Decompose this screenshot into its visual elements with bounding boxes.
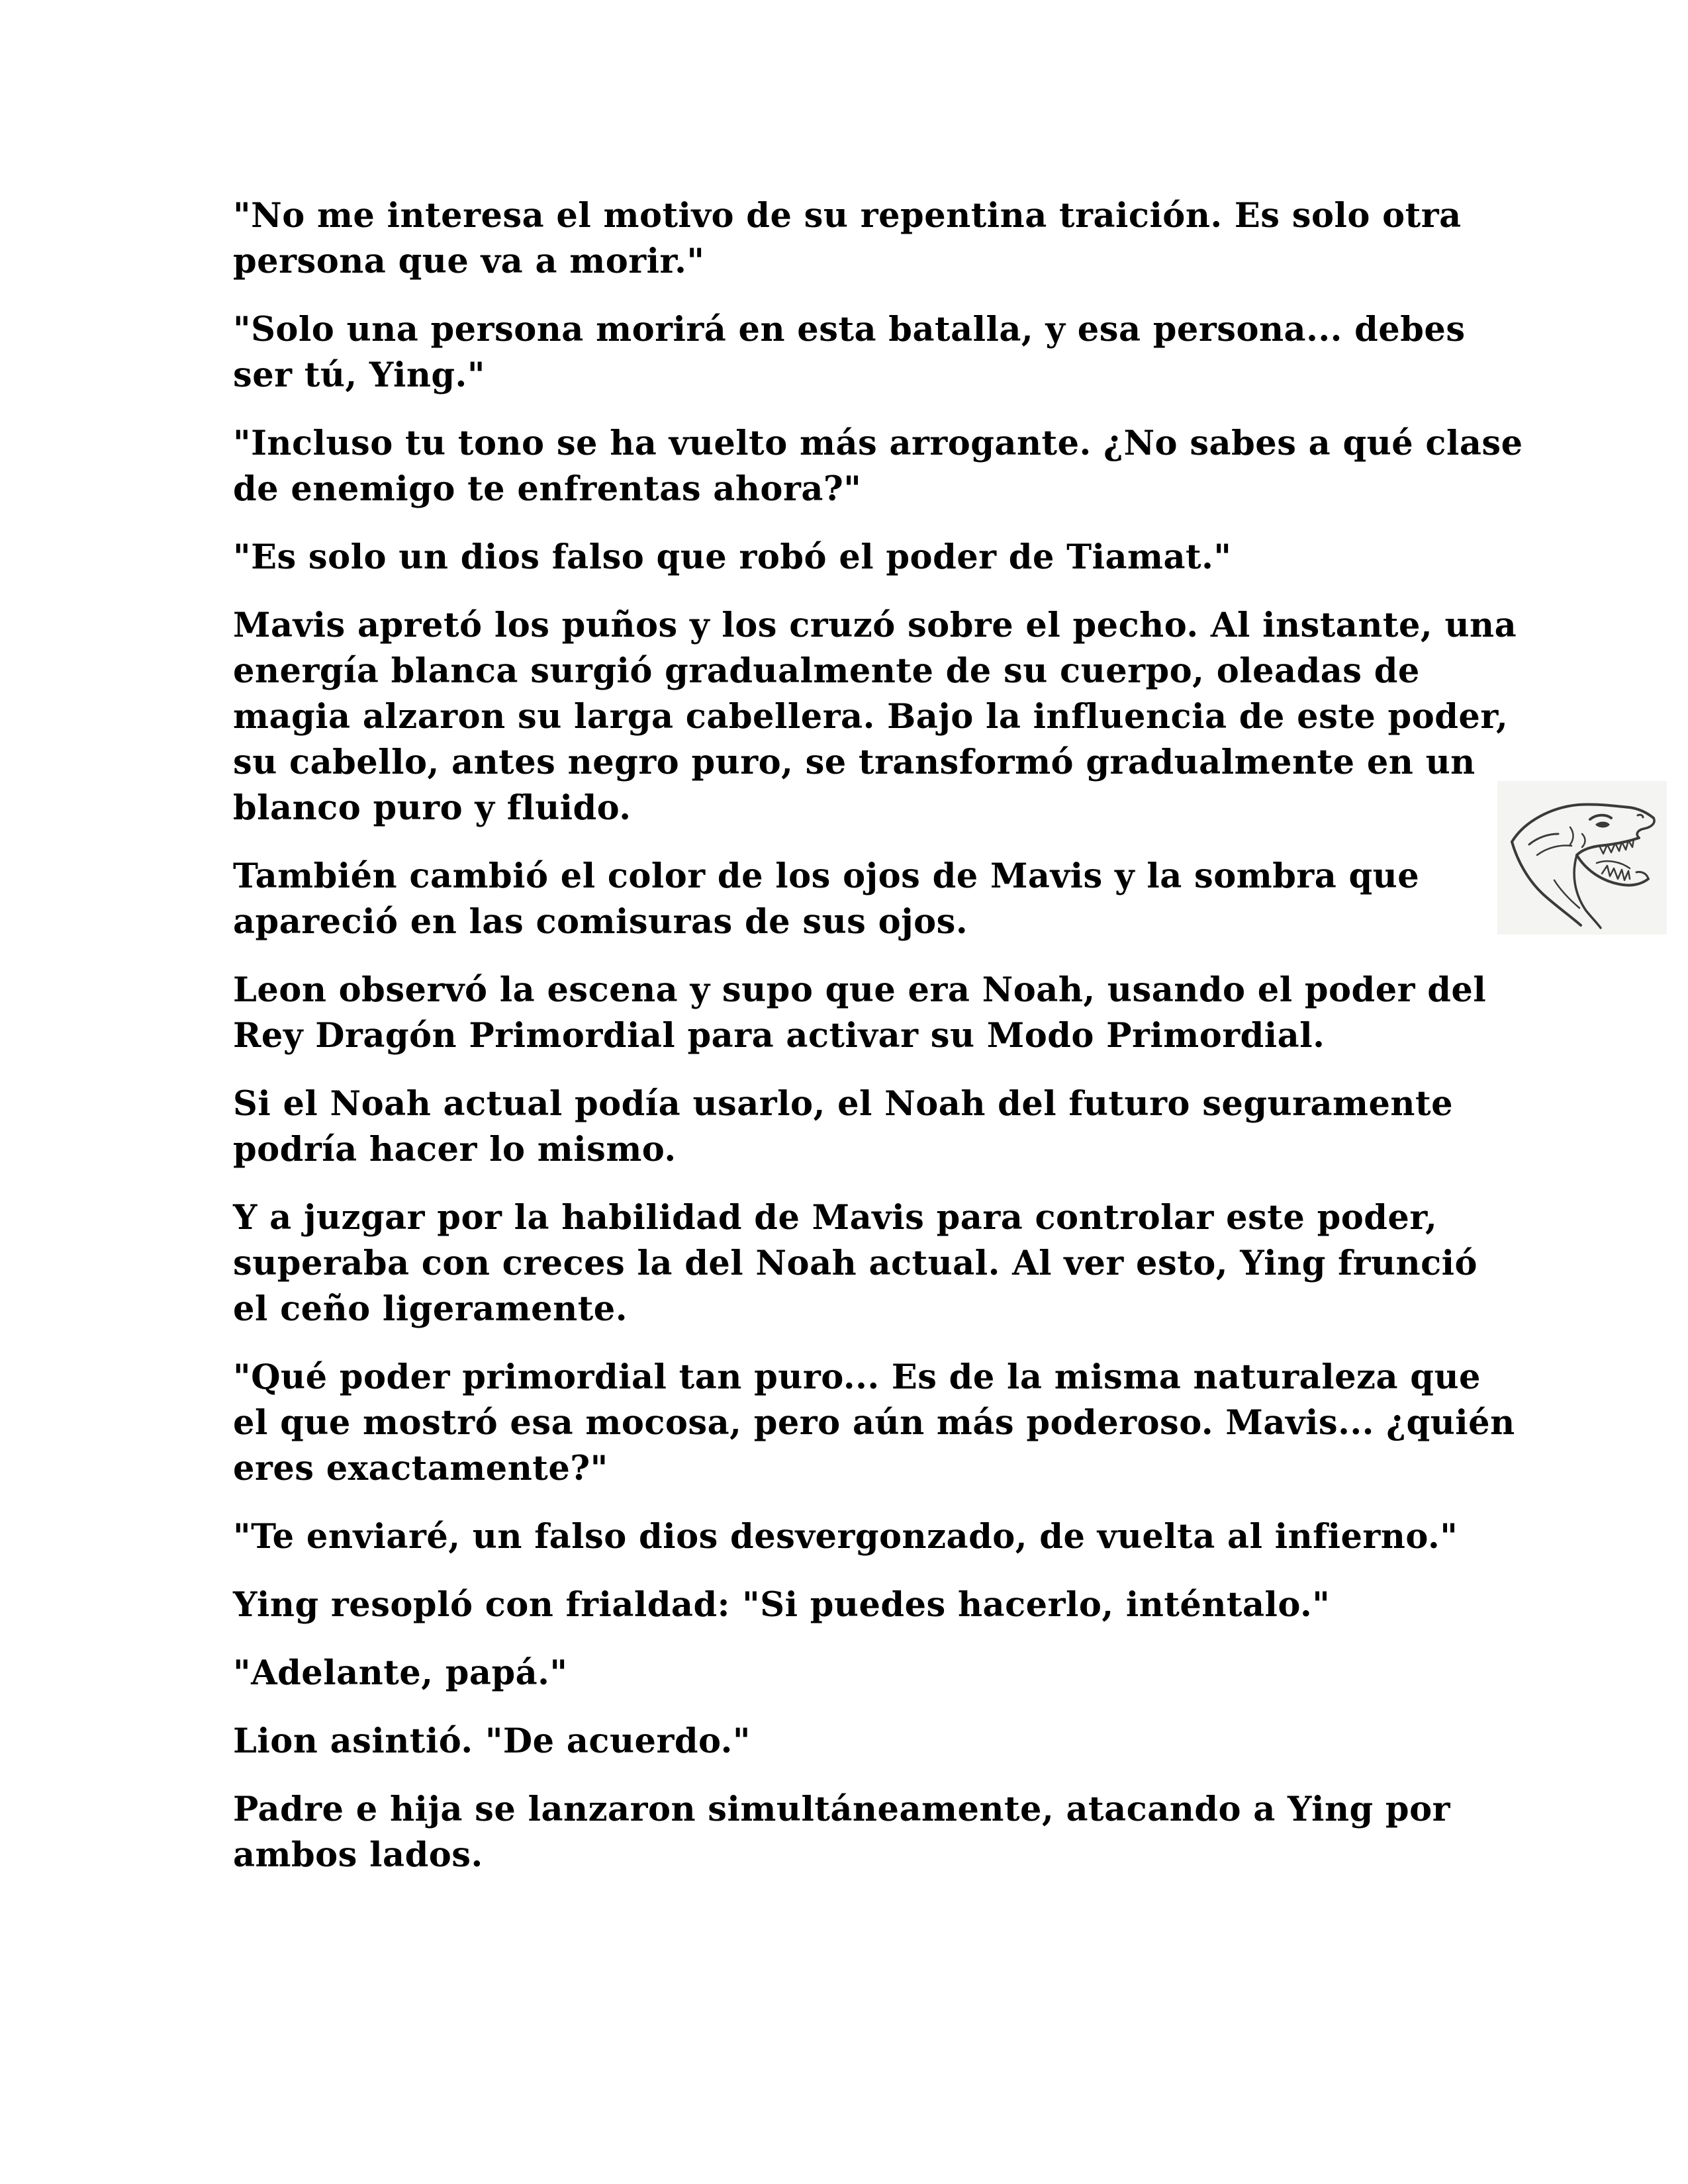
paragraph: También cambió el color de los ojos de Mavis y la sombra que apareció en las comisuras de sus ojos. <box>233 856 1420 942</box>
paragraph: Mavis apretó los puños y los cruzó sobre el pecho. Al instante, una energía blanca surgió gradualmente de su cuerpo, oleadas de magia alzaron su larga cabellera. Bajo la influencia de este poder, su cabello, antes negro puro, se transformó gradualmente en un blanco puro y fluido. <box>233 606 1517 828</box>
paragraph: "Qué poder primordial tan puro... Es de la misma naturaleza que el que mostró esa mocosa, pero aún más poderoso. Mavis... ¿quién eres exactamente?" <box>233 1357 1515 1488</box>
paragraph: Leon observó la escena y supo que era Noah, usando el poder del Rey Dragón Primordial para activar su Modo Primordial. <box>233 970 1487 1056</box>
dinosaur-head-icon <box>1497 781 1667 934</box>
paragraph: "Incluso tu tono se ha vuelto más arrogante. ¿No sabes a qué clase de enemigo te enfrentas ahora?" <box>233 424 1523 509</box>
paragraph: "Solo una persona morirá en esta batalla, y esa persona... debes ser tú, Ying." <box>233 310 1466 395</box>
paragraph: "Te enviaré, un falso dios desvergonzado, de vuelta al infierno." <box>233 1517 1458 1557</box>
paragraph: Si el Noah actual podía usarlo, el Noah del futuro seguramente podría hacer lo mismo. <box>233 1084 1454 1169</box>
paragraph: "Es solo un dios falso que robó el poder de Tiamat." <box>233 537 1232 577</box>
paragraph: "Adelante, papá." <box>233 1653 568 1693</box>
paragraph: Ying resopló con frialdad: "Si puedes hacerlo, inténtalo." <box>233 1585 1331 1625</box>
paragraph: Lion asintió. "De acuerdo." <box>233 1721 751 1761</box>
paragraph: Padre e hija se lanzaron simultáneamente, atacando a Ying por ambos lados. <box>233 1790 1450 1875</box>
paragraph: "No me interesa el motivo de su repentina traición. Es solo otra persona que va a morir." <box>233 196 1462 281</box>
paragraph: Y a juzgar por la habilidad de Mavis para controlar este poder, superaba con creces la del Noah actual. Al ver esto, Ying frunció el ceño ligeramente. <box>233 1198 1478 1329</box>
chapter-text <box>233 193 1524 1901</box>
